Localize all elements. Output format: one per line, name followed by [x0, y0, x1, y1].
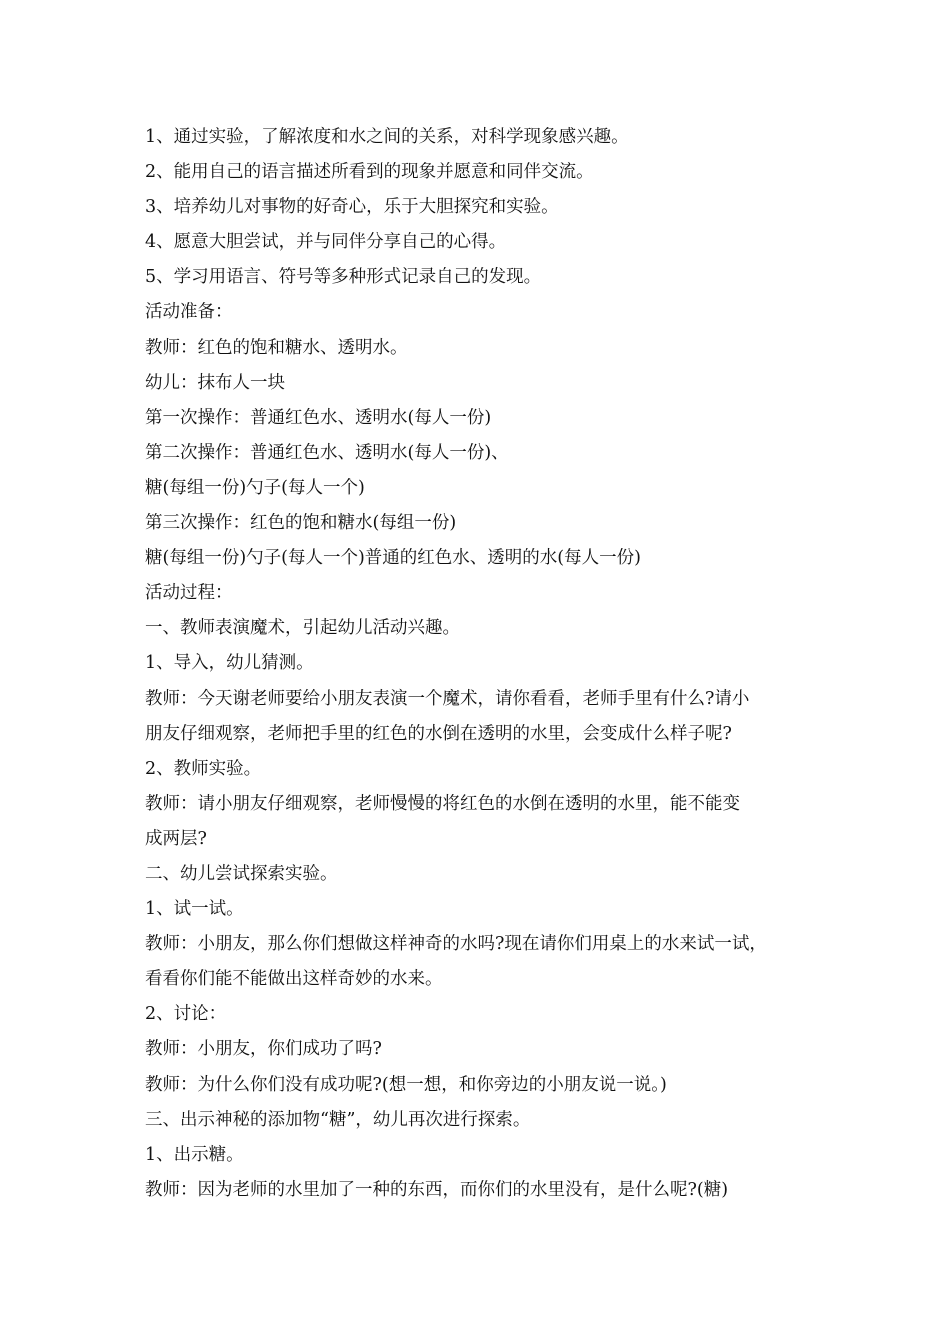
- text-line: 幼儿：抹布人一块: [145, 372, 285, 393]
- text-line: 糖(每组一份)勺子(每人一个)普通的红色水、透明的水(每人一份): [145, 548, 641, 569]
- section-heading: 活动过程：: [145, 583, 233, 604]
- text-line: 朋友仔细观察，老师把手里的红色的水倒在透明的水里，会变成什么样子呢?: [145, 723, 732, 744]
- section-heading: 二、幼儿尝试探索实验。: [145, 863, 338, 884]
- section-heading: 三、出示神秘的添加物“糖”，幼儿再次进行探索。: [145, 1109, 531, 1130]
- text-line: 成两层?: [145, 828, 207, 849]
- section-heading: 活动准备：: [145, 302, 233, 323]
- text-line: 教师：红色的饱和糖水、透明水。: [145, 337, 408, 358]
- text-line: 教师：因为老师的水里加了一种的东西，而你们的水里没有，是什么呢?(糖): [145, 1179, 729, 1200]
- text-line: 1、试一试。: [145, 899, 244, 920]
- text-line: 2、能用自己的语言描述所看到的现象并愿意和同伴交流。: [145, 162, 594, 183]
- text-line: 2、讨论：: [145, 1004, 227, 1025]
- text-line: 第二次操作：普通红色水、透明水(每人一份)、: [145, 442, 509, 463]
- text-line: 教师：为什么你们没有成功呢?(想一想，和你旁边的小朋友说一说。): [145, 1074, 667, 1095]
- text-line: 1、导入，幼儿猜测。: [145, 653, 314, 674]
- section-heading: 一、教师表演魔术，引起幼儿活动兴趣。: [145, 618, 460, 639]
- text-line: 糖(每组一份)勺子(每人一个): [145, 477, 365, 498]
- text-line: 教师：小朋友，你们成功了吗?: [145, 1039, 382, 1060]
- text-line: 2、教师实验。: [145, 758, 262, 779]
- document-body: [145, 120, 825, 1208]
- text-line: 4、愿意大胆尝试，并与同伴分享自己的心得。: [145, 232, 507, 253]
- text-line: 教师：请小朋友仔细观察，老师慢慢的将红色的水倒在透明的水里，能不能变: [145, 793, 740, 814]
- text-line: 教师：小朋友，那么你们想做这样神奇的水吗?现在请你们用桌上的水来试一试，: [145, 934, 767, 955]
- text-line: 看看你们能不能做出这样奇妙的水来。: [145, 969, 443, 990]
- text-line: 第一次操作：普通红色水、透明水(每人一份): [145, 407, 492, 428]
- text-line: 5、学习用语言、符号等多种形式记录自己的发现。: [145, 267, 542, 288]
- text-line: 第三次操作：红色的饱和糖水(每组一份): [145, 513, 457, 534]
- text-line: 1、出示糖。: [145, 1144, 244, 1165]
- text-line: 3、培养幼儿对事物的好奇心，乐于大胆探究和实验。: [145, 197, 559, 218]
- text-line: 教师：今天谢老师要给小朋友表演一个魔术，请你看看，老师手里有什么?请小: [145, 688, 750, 709]
- text-line: 1、通过实验，了解浓度和水之间的关系，对科学现象感兴趣。: [145, 127, 629, 147]
